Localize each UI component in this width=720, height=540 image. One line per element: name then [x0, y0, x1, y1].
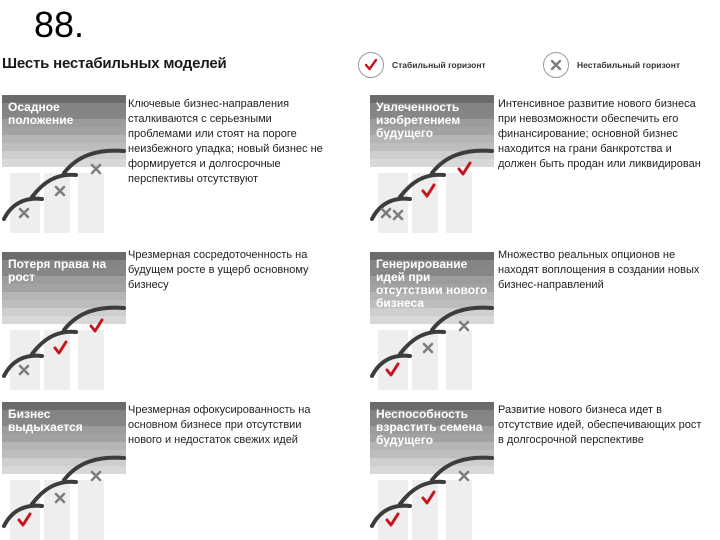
horizon-column — [378, 480, 408, 540]
cross-icon — [543, 52, 569, 78]
model-card — [370, 252, 494, 390]
horizon-column — [10, 480, 40, 540]
model-card — [370, 95, 494, 233]
model-card — [2, 252, 126, 390]
model-description: Ключевые бизнес-направления сталкиваются с серьезными проблемами или стоят на пороге неизбежного упадка; новый бизнес не формируется и долгосрочные перспективы отсутствуют — [128, 98, 323, 185]
horizon-column — [446, 480, 472, 540]
cross-icon — [92, 472, 100, 480]
horizon-column — [10, 330, 40, 390]
model-description: Интенсивное развитие нового бизнеса при невозможности обеспечить его финансирование; основной бизнес находится на грани банкротства и должен быть продан или ликвидирован — [498, 98, 701, 170]
model-label: Бизнес выдыхается — [8, 407, 83, 434]
cross-icon — [92, 165, 100, 173]
model-label: Неспособность взрастить семена будущего — [376, 407, 483, 447]
horizon-curve — [64, 308, 124, 330]
model-card — [2, 402, 126, 540]
model-description: Развитие нового бизнеса идет в отсутствие идей, обеспечивающих рост в долгосрочной перспективе — [498, 404, 702, 446]
model-description: Множество реальных опционов не находят воплощения в создании новых бизнес-направлений — [498, 249, 700, 291]
check-icon — [459, 163, 470, 174]
model-description: Чрезмерная сосредоточенность на будущем росте в ущерб основному бизнесу — [128, 249, 309, 291]
slide-number: 88. — [34, 4, 85, 45]
model-label: Осадное положение — [8, 100, 74, 127]
horizon-column — [78, 330, 104, 390]
horizon-curve — [432, 151, 492, 173]
legend-unstable-label: Нестабильный горизонт — [577, 60, 680, 70]
model-label: Потеря права на рост — [8, 257, 107, 284]
horizon-column — [446, 173, 472, 233]
legend-stable — [358, 52, 486, 78]
horizon-column — [10, 173, 40, 233]
cross-icon — [460, 472, 468, 480]
horizon-column — [78, 480, 104, 540]
check-icon — [91, 320, 102, 331]
legend-stable-label: Стабильный горизонт — [392, 60, 486, 70]
legend-unstable — [543, 52, 680, 78]
page-title: Шесть нестабильных моделей — [2, 55, 227, 72]
horizon-column — [78, 173, 104, 233]
model-card — [2, 95, 126, 233]
horizon-column — [378, 173, 408, 233]
model-label: Увлеченность изобретением будущего — [376, 100, 461, 140]
horizon-column — [378, 330, 408, 390]
cross-icon — [460, 322, 468, 330]
model-description: Чрезмерная офокусированность на основном бизнесе при отсутствии нового и недостаток свежих идей — [128, 404, 311, 446]
model-card — [370, 402, 494, 540]
horizon-column — [446, 330, 472, 390]
model-label: Генерирование идей при отсутствии нового бизнеса — [376, 257, 488, 310]
check-icon — [358, 52, 384, 78]
